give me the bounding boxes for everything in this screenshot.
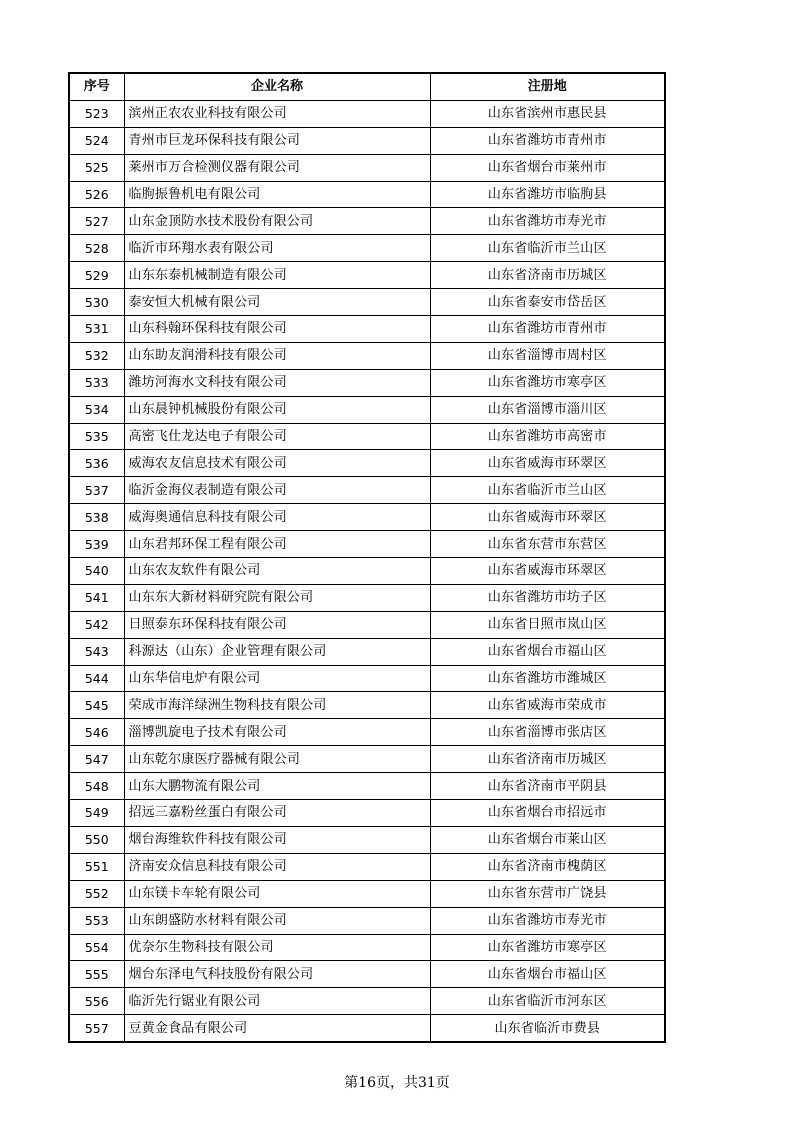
registered-place-cell: 山东省威海市荣成市 xyxy=(430,692,665,719)
registered-place-cell: 山东省潍坊市寿光市 xyxy=(430,208,665,235)
row-number-cell: 554 xyxy=(69,934,124,961)
company-name-cell: 青州市巨龙环保科技有限公司 xyxy=(124,127,430,154)
row-number-cell: 537 xyxy=(69,477,124,504)
company-name-cell: 泰安恒大机械有限公司 xyxy=(124,289,430,316)
row-number-cell: 528 xyxy=(69,235,124,262)
company-name-cell: 山东东泰机械制造有限公司 xyxy=(124,262,430,289)
company-name-cell: 荣成市海洋绿洲生物科技有限公司 xyxy=(124,692,430,719)
row-number-cell: 547 xyxy=(69,746,124,773)
registered-place-cell: 山东省淄博市淄川区 xyxy=(430,396,665,423)
table-row xyxy=(69,262,665,289)
registered-place-cell: 山东省临沂市费县 xyxy=(430,1015,665,1042)
registered-place-cell: 山东省潍坊市寒亭区 xyxy=(430,934,665,961)
row-number-cell: 550 xyxy=(69,826,124,853)
company-name-cell: 济南安众信息科技有限公司 xyxy=(124,853,430,880)
registered-place-cell: 山东省潍坊市坊子区 xyxy=(430,584,665,611)
registered-place-cell: 山东省济南市平阴县 xyxy=(430,773,665,800)
row-number-cell: 555 xyxy=(69,961,124,988)
registered-place-cell: 山东省烟台市福山区 xyxy=(430,638,665,665)
company-name-cell: 烟台海维软件科技有限公司 xyxy=(124,826,430,853)
row-number-cell: 526 xyxy=(69,181,124,208)
row-number-cell: 534 xyxy=(69,396,124,423)
row-number-cell: 527 xyxy=(69,208,124,235)
row-number-cell: 539 xyxy=(69,531,124,558)
registered-place-cell: 山东省东营市东营区 xyxy=(430,531,665,558)
registered-place-cell: 山东省威海市环翠区 xyxy=(430,504,665,531)
row-number-cell: 553 xyxy=(69,907,124,934)
company-name-cell: 威海农友信息技术有限公司 xyxy=(124,450,430,477)
table-row xyxy=(69,235,665,262)
header-registered-place: 注册地 xyxy=(430,73,665,100)
company-name-cell: 临沂市环翔水表有限公司 xyxy=(124,235,430,262)
page-footer: 第16页，共31页 xyxy=(344,1075,450,1091)
table-row xyxy=(69,100,665,127)
company-name-cell: 威海奥通信息科技有限公司 xyxy=(124,504,430,531)
table-row xyxy=(69,558,665,585)
registered-place-cell: 山东省滨州市惠民县 xyxy=(430,100,665,127)
company-name-cell: 科源达（山东）企业管理有限公司 xyxy=(124,638,430,665)
table-row xyxy=(69,208,665,235)
enterprise-table xyxy=(68,72,666,1043)
table-header-row xyxy=(69,73,665,100)
company-name-cell: 日照泰东环保科技有限公司 xyxy=(124,611,430,638)
table-row xyxy=(69,127,665,154)
company-name-cell: 淄博凯旋电子技术有限公司 xyxy=(124,719,430,746)
registered-place-cell: 山东省威海市环翠区 xyxy=(430,450,665,477)
company-name-cell: 豆黄金食品有限公司 xyxy=(124,1015,430,1042)
company-name-cell: 临沂先行锯业有限公司 xyxy=(124,988,430,1015)
table-row xyxy=(69,531,665,558)
table-row xyxy=(69,181,665,208)
table-row xyxy=(69,584,665,611)
company-name-cell: 莱州市万合检测仪器有限公司 xyxy=(124,154,430,181)
registered-place-cell: 山东省潍坊市临朐县 xyxy=(430,181,665,208)
header-company-name: 企业名称 xyxy=(124,73,430,100)
row-number-cell: 538 xyxy=(69,504,124,531)
company-name-cell: 潍坊河海水文科技有限公司 xyxy=(124,369,430,396)
row-number-cell: 557 xyxy=(69,1015,124,1042)
registered-place-cell: 山东省潍坊市青州市 xyxy=(430,316,665,343)
table-row xyxy=(69,826,665,853)
row-number-cell: 529 xyxy=(69,262,124,289)
company-name-cell: 山东农友软件有限公司 xyxy=(124,558,430,585)
company-name-cell: 山东助友润滑科技有限公司 xyxy=(124,342,430,369)
company-name-cell: 山东大鹏物流有限公司 xyxy=(124,773,430,800)
row-number-cell: 532 xyxy=(69,342,124,369)
company-name-cell: 招远三嘉粉丝蛋白有限公司 xyxy=(124,800,430,827)
table-row xyxy=(69,611,665,638)
registered-place-cell: 山东省济南市历城区 xyxy=(430,262,665,289)
registered-place-cell: 山东省临沂市兰山区 xyxy=(430,477,665,504)
registered-place-cell: 山东省潍坊市寒亭区 xyxy=(430,369,665,396)
row-number-cell: 544 xyxy=(69,665,124,692)
registered-place-cell: 山东省日照市岚山区 xyxy=(430,611,665,638)
company-name-cell: 高密飞仕龙达电子有限公司 xyxy=(124,423,430,450)
table-row xyxy=(69,154,665,181)
registered-place-cell: 山东省临沂市兰山区 xyxy=(430,235,665,262)
registered-place-cell: 山东省威海市环翠区 xyxy=(430,558,665,585)
table-row xyxy=(69,773,665,800)
row-number-cell: 541 xyxy=(69,584,124,611)
row-number-cell: 556 xyxy=(69,988,124,1015)
table-row xyxy=(69,450,665,477)
table-row xyxy=(69,907,665,934)
registered-place-cell: 山东省淄博市张店区 xyxy=(430,719,665,746)
table-row xyxy=(69,477,665,504)
registered-place-cell: 山东省烟台市招远市 xyxy=(430,800,665,827)
table-row xyxy=(69,316,665,343)
company-name-cell: 临朐振鲁机电有限公司 xyxy=(124,181,430,208)
row-number-cell: 535 xyxy=(69,423,124,450)
company-name-cell: 山东东大新材料研究院有限公司 xyxy=(124,584,430,611)
row-number-cell: 542 xyxy=(69,611,124,638)
row-number-cell: 551 xyxy=(69,853,124,880)
company-name-cell: 优奈尔生物科技有限公司 xyxy=(124,934,430,961)
company-name-cell: 山东科翰环保科技有限公司 xyxy=(124,316,430,343)
registered-place-cell: 山东省东营市广饶县 xyxy=(430,880,665,907)
table-row xyxy=(69,880,665,907)
row-number-cell: 525 xyxy=(69,154,124,181)
header-no: 序号 xyxy=(69,73,124,100)
table-row xyxy=(69,396,665,423)
table-row xyxy=(69,665,665,692)
row-number-cell: 523 xyxy=(69,100,124,127)
company-name-cell: 滨州正农农业科技有限公司 xyxy=(124,100,430,127)
company-name-cell: 临沂金海仪表制造有限公司 xyxy=(124,477,430,504)
company-name-cell: 山东镁卡车轮有限公司 xyxy=(124,880,430,907)
row-number-cell: 530 xyxy=(69,289,124,316)
row-number-cell: 524 xyxy=(69,127,124,154)
company-name-cell: 山东乾尔康医疗器械有限公司 xyxy=(124,746,430,773)
row-number-cell: 548 xyxy=(69,773,124,800)
row-number-cell: 546 xyxy=(69,719,124,746)
row-number-cell: 552 xyxy=(69,880,124,907)
company-name-cell: 烟台东泽电气科技股份有限公司 xyxy=(124,961,430,988)
company-name-cell: 山东朗盛防水材料有限公司 xyxy=(124,907,430,934)
table-body xyxy=(69,100,665,1042)
registered-place-cell: 山东省烟台市莱山区 xyxy=(430,826,665,853)
registered-place-cell: 山东省潍坊市寿光市 xyxy=(430,907,665,934)
company-name-cell: 山东华信电炉有限公司 xyxy=(124,665,430,692)
row-number-cell: 533 xyxy=(69,369,124,396)
registered-place-cell: 山东省潍坊市潍城区 xyxy=(430,665,665,692)
registered-place-cell: 山东省烟台市福山区 xyxy=(430,961,665,988)
registered-place-cell: 山东省淄博市周村区 xyxy=(430,342,665,369)
table-row xyxy=(69,369,665,396)
table-row xyxy=(69,934,665,961)
row-number-cell: 540 xyxy=(69,558,124,585)
row-number-cell: 536 xyxy=(69,450,124,477)
table-row xyxy=(69,853,665,880)
table-row xyxy=(69,961,665,988)
table-row xyxy=(69,423,665,450)
row-number-cell: 549 xyxy=(69,800,124,827)
table-row xyxy=(69,800,665,827)
row-number-cell: 545 xyxy=(69,692,124,719)
registered-place-cell: 山东省临沂市河东区 xyxy=(430,988,665,1015)
table-row xyxy=(69,988,665,1015)
company-name-cell: 山东君邦环保工程有限公司 xyxy=(124,531,430,558)
table-row xyxy=(69,692,665,719)
row-number-cell: 543 xyxy=(69,638,124,665)
table-row xyxy=(69,342,665,369)
registered-place-cell: 山东省济南市历城区 xyxy=(430,746,665,773)
registered-place-cell: 山东省泰安市岱岳区 xyxy=(430,289,665,316)
row-number-cell: 531 xyxy=(69,316,124,343)
table-row xyxy=(69,504,665,531)
table-row xyxy=(69,746,665,773)
registered-place-cell: 山东省潍坊市青州市 xyxy=(430,127,665,154)
registered-place-cell: 山东省烟台市莱州市 xyxy=(430,154,665,181)
table-row xyxy=(69,638,665,665)
table-row xyxy=(69,719,665,746)
table-row xyxy=(69,289,665,316)
registered-place-cell: 山东省潍坊市高密市 xyxy=(430,423,665,450)
table-row xyxy=(69,1015,665,1042)
company-name-cell: 山东金顶防水技术股份有限公司 xyxy=(124,208,430,235)
registered-place-cell: 山东省济南市槐荫区 xyxy=(430,853,665,880)
company-name-cell: 山东晨钟机械股份有限公司 xyxy=(124,396,430,423)
